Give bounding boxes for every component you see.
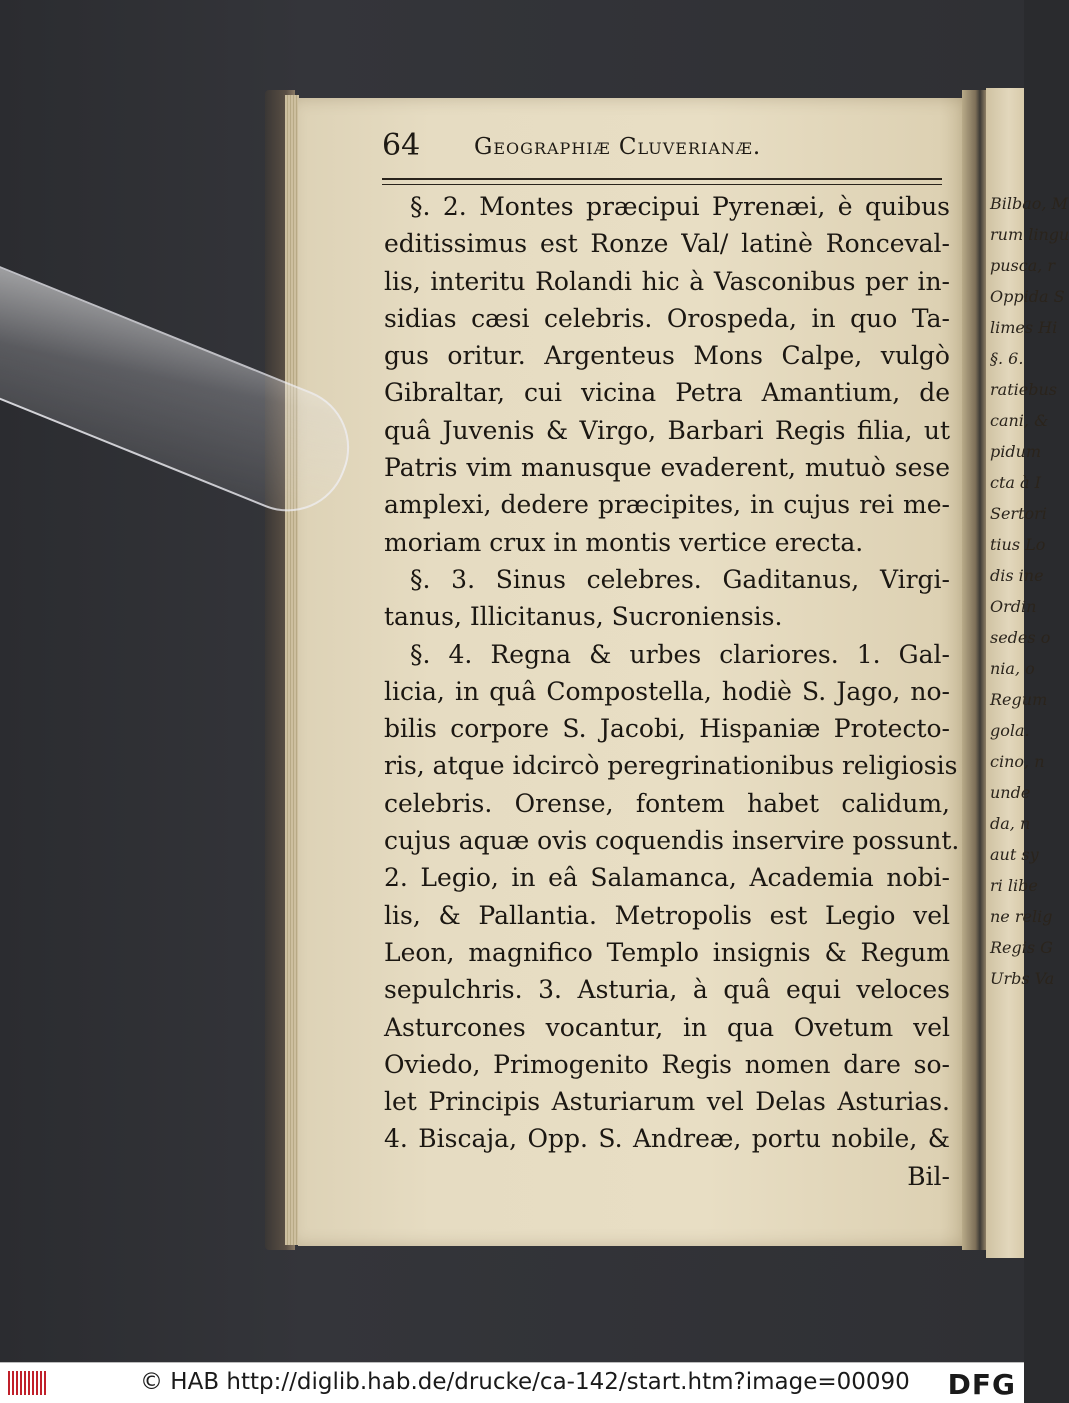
facing-text-fragment: Bilbao, M xyxy=(990,194,1068,213)
facing-text-fragment: Regis G xyxy=(990,938,1053,957)
facing-text-fragment: Oppida S xyxy=(990,287,1065,306)
footer-credit: © HAB http://diglib.hab.de/drucke/ca-142/start.htm?image=00090 xyxy=(140,1369,910,1395)
facing-text-fragment: ri libe xyxy=(990,876,1038,895)
text-line: §. 2. Montes præcipui Pyrenæi, è quibus xyxy=(410,192,950,221)
facing-page xyxy=(986,88,1069,1258)
text-line: Gibraltar, cui vicina Petra Amantium, de xyxy=(384,378,950,408)
body-text xyxy=(384,188,960,1195)
facing-text-fragment: Sertori xyxy=(990,504,1047,523)
text-line: moriam crux in montis vertice erecta. xyxy=(384,527,864,557)
dfg-logo: DFG xyxy=(947,1368,1016,1401)
page-edges xyxy=(285,95,299,1245)
text-line: ris, atque idcircò peregrinationibus religiosis xyxy=(384,751,958,781)
text-line: amplexi, dedere præcipites, in cujus rei me- xyxy=(384,490,950,520)
facing-text-fragment: pidum xyxy=(990,442,1042,461)
facing-text-fragment: unde xyxy=(990,783,1031,802)
page-header xyxy=(382,128,942,168)
facing-text-fragment: tius Lo xyxy=(990,535,1046,554)
text-line: Patris vim manusque evaderent, mutuò sese xyxy=(384,453,950,483)
facing-text-fragment: dis ine xyxy=(990,566,1044,585)
facing-text-fragment: da, n xyxy=(990,814,1031,833)
text-line: 2. Legio, in eâ Salamanca, Academia nobi- xyxy=(384,863,950,893)
facing-text-fragment: Regum xyxy=(990,690,1048,709)
facing-text-fragment: ne relig xyxy=(990,907,1053,926)
facing-text-fragment: Ordin xyxy=(990,597,1037,616)
text-line: gus oritur. Argenteus Mons Calpe, vulgò xyxy=(384,341,950,371)
text-line: cujus aquæ ovis coquendis inservire possunt. xyxy=(384,826,960,856)
text-line: editissimus est Ronze Val/ latinè Ronceval- xyxy=(384,229,950,259)
facing-text-fragment: pusca, r xyxy=(990,256,1056,275)
page-number: 64 xyxy=(382,128,421,163)
facing-text-fragment: limes Hi xyxy=(990,318,1058,337)
facing-text-fragment: Urbs Va xyxy=(990,969,1055,988)
text-line: sepulchris. 3. Asturia, à quâ equi veloces xyxy=(384,975,950,1005)
facing-text-fragment: aut sy xyxy=(990,845,1039,864)
text-line: §. 4. Regna & urbes clariores. 1. Gal- xyxy=(410,639,950,669)
facing-text-fragment: cino, n xyxy=(990,752,1045,771)
facing-text-fragment: ratiebus xyxy=(990,380,1057,399)
text-line: quâ Juvenis & Virgo, Barbari Regis filia, ut xyxy=(384,415,950,445)
text-line: let Principis Asturiarum vel Delas Asturias. xyxy=(384,1087,950,1117)
facing-text-fragment: cani, & xyxy=(990,411,1049,430)
facing-text-fragment: nia, o xyxy=(990,659,1035,678)
facing-text-fragment: gola. xyxy=(990,721,1030,740)
text-line: licia, in quâ Compostella, hodiè S. Jago, no- xyxy=(384,676,950,706)
text-line: sidias cæsi celebris. Orospeda, in quo Ta- xyxy=(384,303,950,333)
text-line: tanus, Illicitanus, Sucroniensis. xyxy=(384,602,783,632)
facing-text-fragment: sedes o xyxy=(990,628,1051,647)
facing-text-fragment: cta à I xyxy=(990,473,1041,492)
text-line: lis, interitu Rolandi hic à Vasconibus per in- xyxy=(384,266,950,296)
facing-text-fragment: §. 6. xyxy=(990,349,1024,368)
header-rule xyxy=(382,178,942,185)
text-line: Oviedo, Primogenito Regis nomen dare so- xyxy=(384,1049,950,1079)
hab-barcode-icon xyxy=(8,1371,48,1395)
footer-bar xyxy=(0,1362,1024,1403)
text-line: lis, & Pallantia. Metropolis est Legio vel xyxy=(384,900,950,930)
text-line: §. 3. Sinus celebres. Gaditanus, Virgi- xyxy=(410,564,950,594)
text-line: celebris. Orense, fontem habet calidum, xyxy=(384,788,950,818)
facing-text-fragment: rum lingu xyxy=(990,225,1069,244)
text-line: Leon, magnifico Templo insignis & Regum xyxy=(384,937,950,967)
text-line: 4. Biscaja, Opp. S. Andreæ, portu nobile, & xyxy=(384,1124,950,1154)
running-head: Geographiæ Cluverianæ. xyxy=(474,134,762,160)
catchword: Bil- xyxy=(907,1161,950,1191)
text-line: Asturcones vocantur, in qua Ovetum vel xyxy=(384,1012,950,1042)
text-line: bilis corpore S. Jacobi, Hispaniæ Protecto- xyxy=(384,714,950,744)
